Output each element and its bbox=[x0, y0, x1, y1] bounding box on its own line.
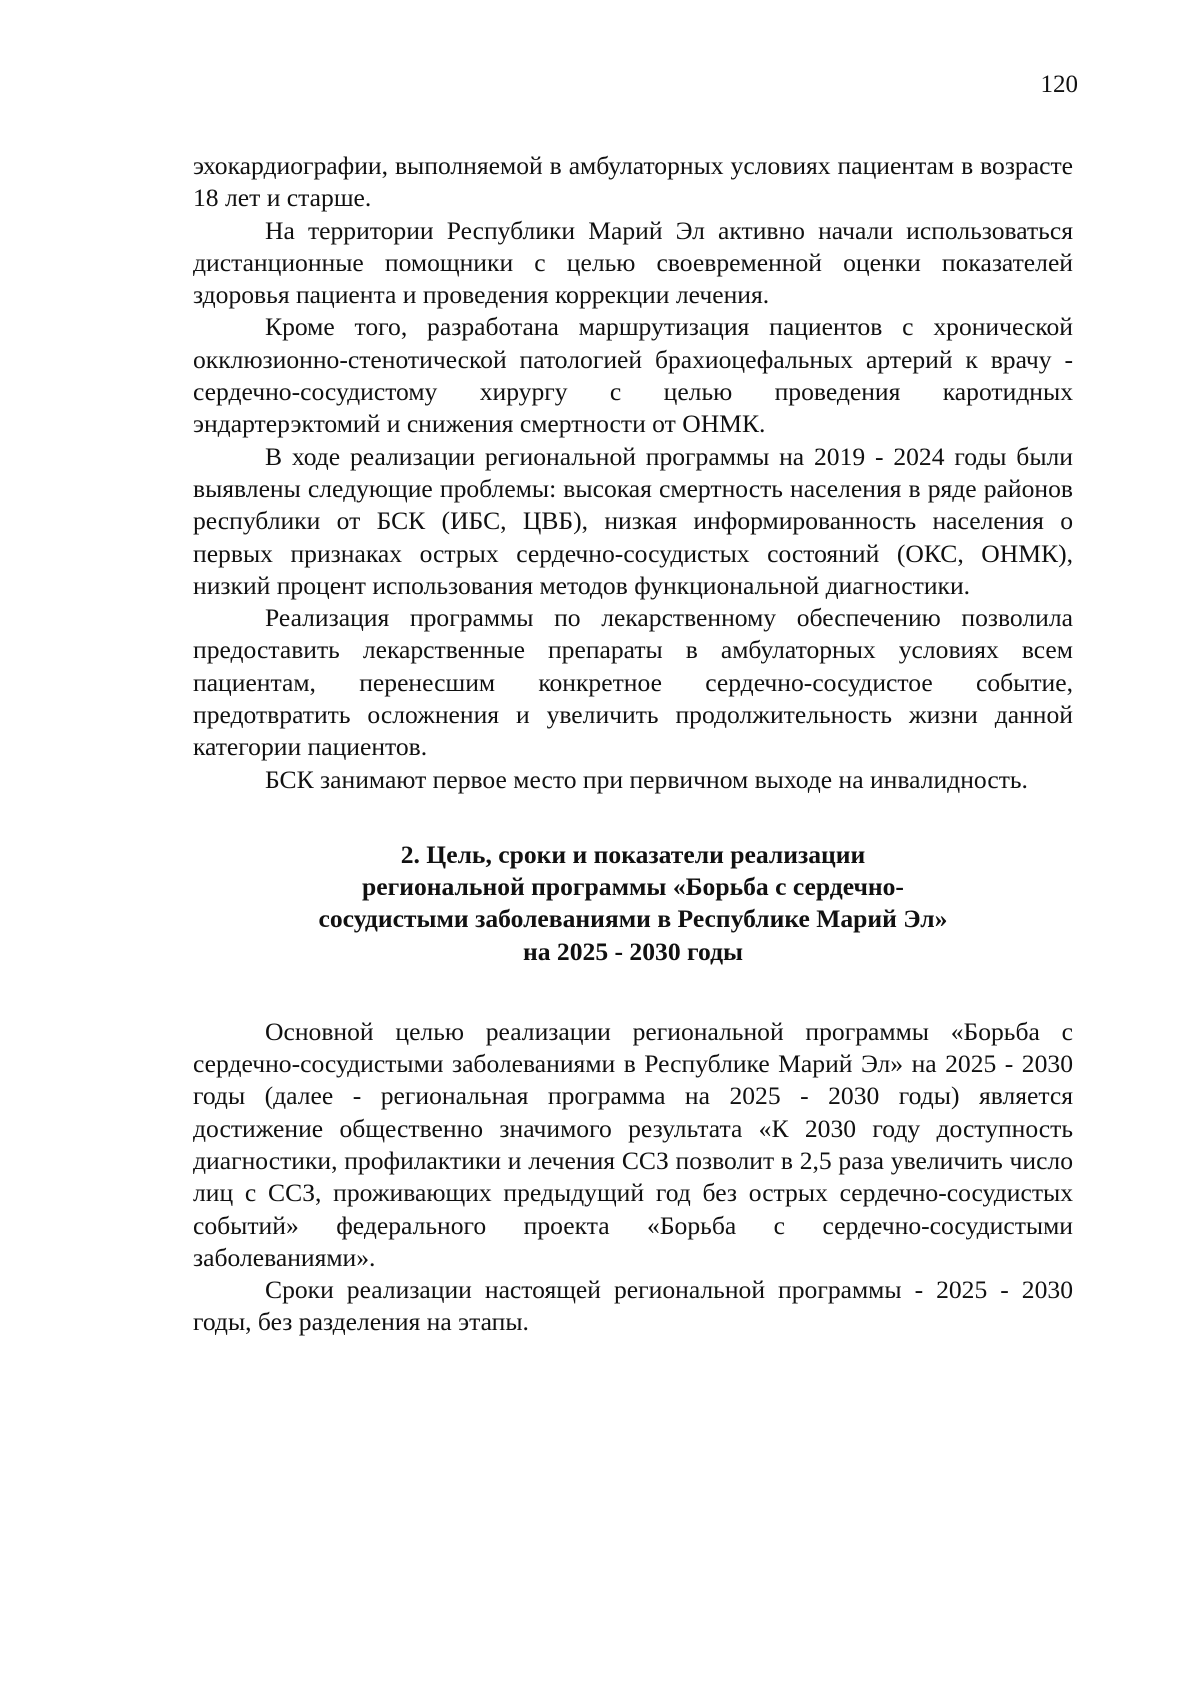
paragraph: Реализация программы по лекарственному обеспечению позволила предоставить лекарственные препараты в амбулаторных условиях всем пациентам, перенесшим конкретное сердечно-сосудистое событие, предотвратить осложнения и увеличить продолжительность жизни данной категории пациентов. bbox=[193, 603, 1073, 762]
page-number: 120 bbox=[1040, 71, 1078, 98]
paragraph: Сроки реализации настоящей региональной программы - 2025 - 2030 годы, без разделения на этапы. bbox=[193, 1275, 1073, 1337]
paragraph: БСК занимают первое место при первичном выходе на инвалидность. bbox=[265, 764, 1028, 794]
paragraph: Кроме того, разработана маршрутизация пациентов с хронической окклюзионно-стенотической патологией брахиоцефальных артерий к врачу - сердечно-сосудистому хирургу с целью проведения каротидных эндартерэктомий и снижения смертности от ОНМК. bbox=[193, 312, 1073, 439]
section-heading-line: 2. Цель, сроки и показатели реализации bbox=[400, 839, 866, 869]
paragraph: В ходе реализации региональной программы на 2019 - 2024 годы были выявлены следующие проблемы: высокая смертность населения в ряде районов республики от БСК (ИБС, ЦВБ), низкая информированность населения о первых признаках острых сердечно-сосудистых состояний (ОКС, ОНМК), низкий процент использования методов функциональной диагностики. bbox=[193, 441, 1073, 600]
paragraph: Основной целью реализации региональной программы «Борьба с сердечно-сосудистыми заболеваниями в Республике Марий Эл» на 2025 - 2030 годы (далее - региональная программа на 2025 - 2030 годы) является достижение общественно значимого результата «К 2030 году доступность диагностики, профилактики и лечения ССЗ позволит в 2,5 раза увеличить число лиц с ССЗ, проживающих предыдущий год без острых сердечно-сосудистых событий» федерального проекта «Борьба с сердечно-сосудистыми заболеваниями». bbox=[193, 1016, 1073, 1272]
document-body bbox=[193, 150, 1073, 1339]
section-heading-line: региональной программы «Борьба с сердечно- bbox=[362, 872, 904, 902]
paragraph: эхокардиографии, выполняемой в амбулаторных условиях пациентам в возрасте 18 лет и старше. bbox=[193, 151, 1073, 213]
section-heading bbox=[193, 839, 1073, 968]
section-heading-line: сосудистыми заболеваниями в Республике Марий Эл» bbox=[318, 904, 948, 934]
section-heading-line: на 2025 - 2030 годы bbox=[522, 936, 743, 966]
paragraph: На территории Республики Марий Эл активно начали использоваться дистанционные помощники с целью своевременной оценки показателей здоровья пациента и проведения коррекции лечения. bbox=[193, 215, 1073, 310]
